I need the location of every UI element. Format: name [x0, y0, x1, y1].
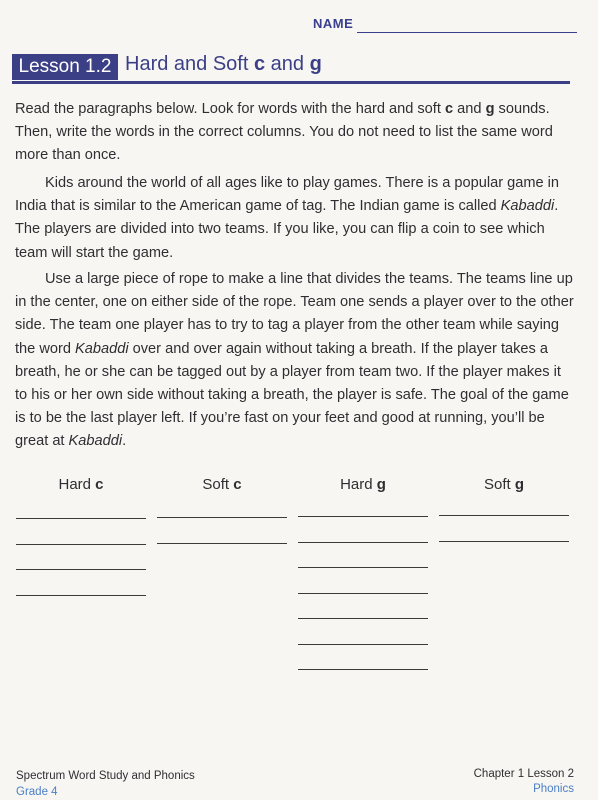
answer-line-hard-c[interactable]	[16, 595, 146, 596]
lesson-title-c: c	[253, 53, 266, 75]
lesson-title-prefix: Hard and Soft	[125, 53, 254, 75]
column-header-letter: c	[95, 476, 104, 493]
footer-book-title: Spectrum Word Study and Phonics	[16, 770, 195, 782]
column-header-label: Hard	[58, 476, 96, 493]
reading-paragraph-2	[15, 268, 575, 454]
answer-line-hard-g[interactable]	[298, 516, 428, 517]
name-field[interactable]	[357, 32, 577, 33]
column-header-letter: c	[233, 476, 242, 493]
lesson-number-badge: Lesson 1.2	[12, 54, 118, 80]
answer-line-hard-g[interactable]	[298, 669, 428, 670]
instructions-text-3: sounds. Then, write the words in the correct columns. You do not need to list the same word more than once.	[15, 101, 553, 164]
answer-line-soft-c[interactable]	[157, 543, 287, 544]
paragraph-1-text-1: Kids around the world of all ages like to play games. There is a popular game in India that is similar to the American game of tag. The Indian game is called	[15, 175, 560, 215]
lesson-title	[125, 53, 322, 76]
column-header-soft-c	[157, 476, 287, 493]
lesson-title-g: g	[309, 53, 322, 75]
paragraph-2-kabaddi-1: Kabaddi	[75, 340, 129, 357]
answer-line-hard-g[interactable]	[298, 618, 428, 619]
answer-line-hard-c[interactable]	[16, 569, 146, 570]
column-header-label: Hard	[340, 476, 377, 493]
answer-line-soft-c[interactable]	[157, 517, 287, 518]
paragraph-2-text-3: .	[122, 433, 127, 450]
answer-line-hard-g[interactable]	[298, 593, 428, 594]
paragraph-1-kabaddi: Kabaddi	[500, 198, 555, 215]
answer-line-soft-g[interactable]	[439, 541, 569, 542]
footer-chapter: Chapter 1 Lesson 2	[473, 768, 574, 780]
column-header-letter: g	[514, 476, 525, 493]
answer-line-hard-c[interactable]	[16, 518, 146, 519]
column-header-soft-g	[439, 476, 569, 493]
paragraph-2-text-2: over and over again without taking a breath. If the player takes a breath, he or she can be tagged out by a player from team two. If the player makes it to his or her own side without taking a breath, the player is safe. The goal of the game is to be the last player left. If you’re fast on your feet and good at running, you’ll be great at	[15, 340, 569, 450]
name-label: NAME	[313, 16, 354, 31]
answer-line-hard-g[interactable]	[298, 567, 428, 568]
column-header-hard-g	[298, 476, 428, 493]
column-header-letter: g	[376, 476, 386, 493]
instructions-text-1: Read the paragraphs below. Look for words with the hard and soft	[15, 101, 445, 117]
title-rule	[12, 81, 570, 84]
paragraph-2-kabaddi-2: Kabaddi	[68, 433, 123, 450]
answer-line-hard-g[interactable]	[298, 644, 428, 645]
column-header-hard-c	[16, 476, 146, 493]
reading-paragraph-1	[15, 172, 575, 265]
instructions	[15, 98, 575, 168]
answer-line-soft-g[interactable]	[439, 515, 569, 516]
footer-subject: Phonics	[533, 783, 574, 795]
paragraph-1-text-2: . The players are divided into two teams. If you like, you can flip a coin to see which team will start the game.	[15, 198, 559, 261]
paragraph-2-text-1: Use a large piece of rope to make a line that divides the teams. The teams line up in the center, one on either side of the rope. Team one sends a player over to the other side. The team one player has to try to tag a player from the other team while saying the word	[15, 271, 574, 357]
column-header-label: Soft	[483, 476, 515, 493]
lesson-title-and: and	[265, 53, 310, 75]
instructions-c: c	[444, 101, 454, 117]
instructions-text-2: and	[453, 101, 486, 117]
answer-line-hard-c[interactable]	[16, 544, 146, 545]
answer-line-hard-g[interactable]	[298, 542, 428, 543]
instructions-g: g	[485, 101, 495, 117]
footer-grade: Grade 4	[16, 786, 58, 798]
column-header-label: Soft	[202, 476, 234, 493]
